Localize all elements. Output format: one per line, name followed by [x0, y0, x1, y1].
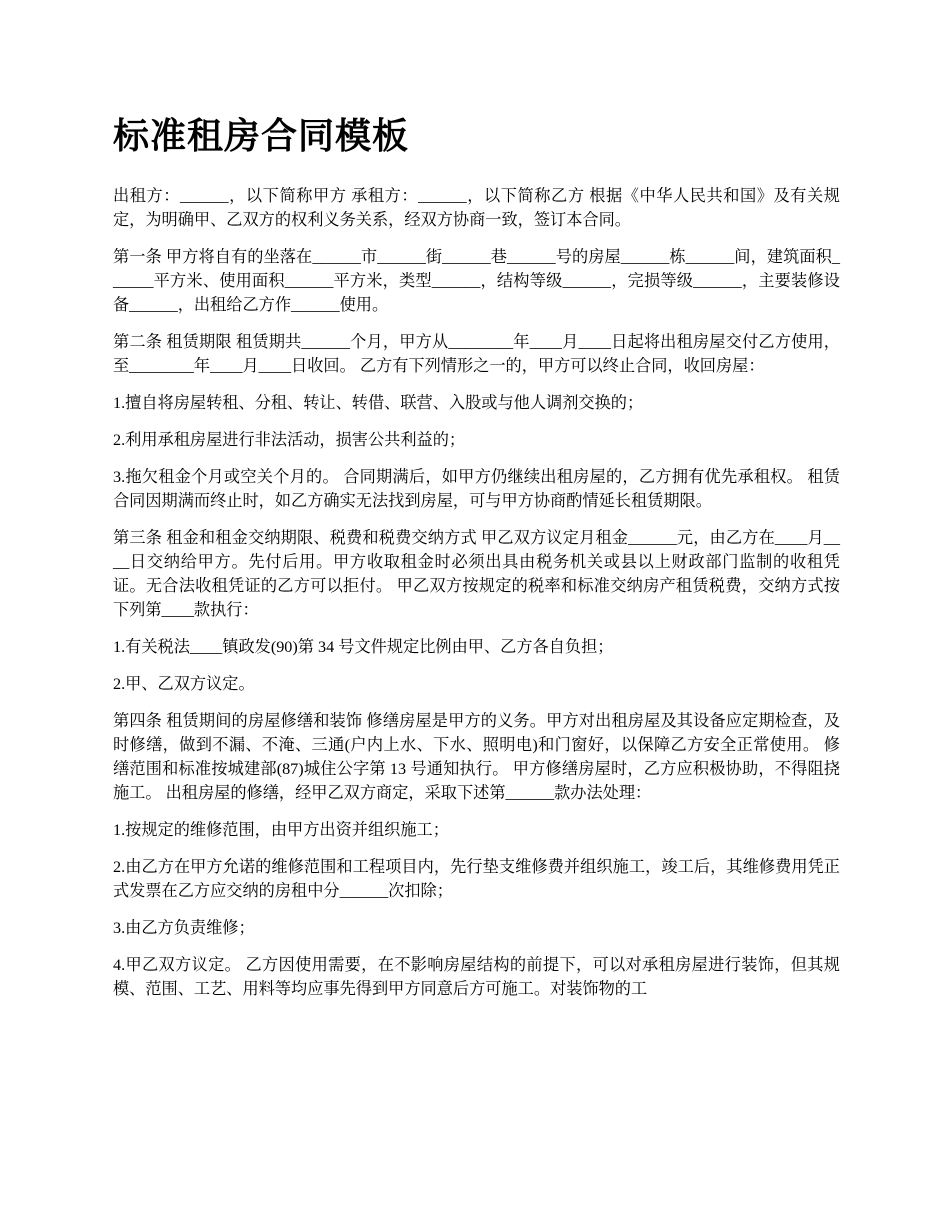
paragraph-parties: 出租方：______，以下简称甲方 承租方：______，以下简称乙方 根据《中华人民共和国》及有关规定，为明确甲、乙双方的权利义务关系，经双方协商一致，签订本合同。: [113, 187, 840, 229]
paragraph-article-4-item-4: 4.甲乙双方议定。 乙方因使用需要，在不影响房屋结构的前提下，可以对承租房屋进行装饰，但其规模、范围、工艺、用料等均应事先得到甲方同意后方可施工。对装饰物的工: [113, 956, 840, 998]
paragraph-article-4: 第四条 租赁期间的房屋修缮和装饰 修缮房屋是甲方的义务。甲方对出租房屋及其设备应定期检查，及时修缮，做到不漏、不淹、三通(户内上水、下水、照明电)和门窗好，以保障乙方安全正常使用。 修缮范围和标准按城建部(87)城住公字第 13 号通知执行。 甲方修缮房屋时，乙方应积极协助，不得阻挠施工。 出租房屋的修缮，经甲乙双方商定，采取下述第______款办法处理：: [113, 712, 840, 802]
paragraph-article-3-item-2: 2.甲、乙双方议定。: [113, 675, 255, 693]
paragraph-article-2-item-3: 3.拖欠租金个月或空关个月的。 合同期满后，如甲方仍继续出租房屋的，乙方拥有优先承租权。 租赁合同因期满而终止时，如乙方确实无法找到房屋，可与甲方协商酌情延长租赁期限。: [113, 468, 840, 510]
page-title: 标准租房合同模板: [113, 116, 410, 157]
paragraph-article-2-item-1: 1.擅自将房屋转租、分租、转让、转借、联营、入股或与他人调剂交换的；: [113, 394, 644, 412]
paragraph-article-2-item-2: 2.利用承租房屋进行非法活动，损害公共利益的；: [113, 431, 466, 449]
paragraph-article-4-item-2: 2.由乙方在甲方允诺的维修范围和工程项目内，先行垫支维修费并组织施工，竣工后，其维修费用凭正式发票在乙方应交纳的房租中分______次扣除；: [113, 858, 840, 900]
document-page: [113, 112, 840, 1014]
paragraph-article-4-item-1: 1.按规定的维修范围，由甲方出资并组织施工；: [113, 821, 449, 839]
paragraph-article-2: 第二条 租赁期限 租赁期共______个月，甲方从________年____月____日起将出租房屋交付乙方使用，至________年____月____日收回。 乙方有下列情形之一的，甲方可以终止合同，收回房屋：: [113, 333, 840, 375]
paragraph-article-1: 第一条 甲方将自有的坐落在______市______街______巷______号的房屋______栋______间，建筑面积______平方米、使用面积______平方米，类型______，结构等级______，完损等级______，主要装修设备______，出租给乙方作______使用。: [113, 248, 840, 314]
paragraph-article-4-item-3: 3.由乙方负责维修；: [113, 919, 255, 937]
paragraph-article-3: 第三条 租金和租金交纳期限、税费和税费交纳方式 甲乙双方议定月租金______元，由乙方在____月____日交纳给甲方。先付后用。甲方收取租金时必须出具由税务机关或县以上财政部门监制的收租凭证。无合法收租凭证的乙方可以拒付。 甲乙双方按规定的税率和标准交纳房产租赁税费，交纳方式按下列第____款执行：: [113, 529, 840, 619]
paragraph-article-3-item-1: 1.有关税法____镇政发(90)第 34 号文件规定比例由甲、乙方各自负担；: [113, 638, 614, 656]
